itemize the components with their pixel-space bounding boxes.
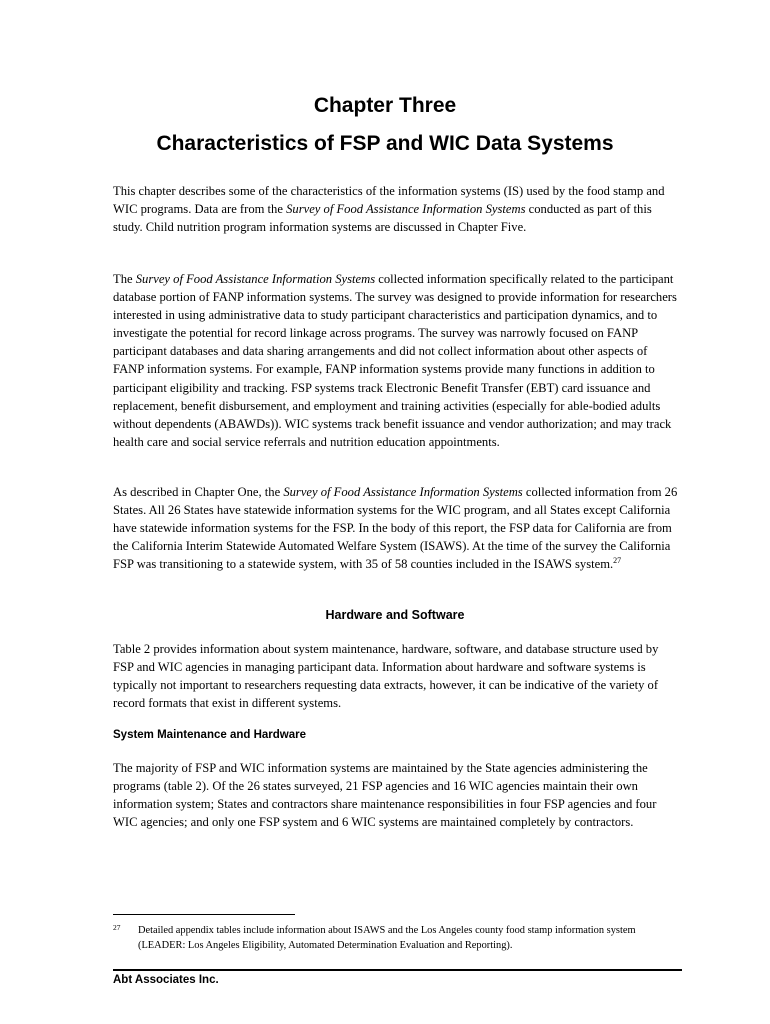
survey-title-italic: Survey of Food Assistance Information Systems — [135, 272, 376, 286]
intro-paragraph-1: This chapter describes some of the characteristics of the information systems (IS) used by the food stamp and WIC programs. Data are from the Survey of Food Assistance Information Systems conducted as part of this study. Child nutrition program information systems are discussed in Chapter Five. — [113, 184, 665, 235]
survey-title-italic: Survey of Food Assistance Information Systems — [283, 485, 523, 499]
chapter-title: Characteristics of FSP and WIC Data Systems — [156, 132, 614, 155]
footer-divider — [113, 969, 682, 971]
footnote-divider — [113, 914, 295, 915]
footnote — [113, 923, 673, 953]
footnote-ref[interactable]: 27 — [613, 556, 622, 566]
footnote-text: Detailed appendix tables include information about ISAWS and the Los Angeles county food stamp information system (LEADER: Los Angeles Eligibility, Automated Determination Evaluation and Reporting). — [138, 925, 636, 951]
footnote-number: 27 — [113, 923, 121, 932]
subsection-heading-maintenance: System Maintenance and Hardware — [113, 729, 307, 741]
chapter-number: Chapter Three — [313, 94, 457, 117]
intro-paragraph-3: As described in Chapter One, the Survey of Food Assistance Information Systems collected information from 26 States. All 26 States have statewide information systems for the WIC program, and all States except California have statewide information systems for the FSP. In the body of this report, the FSP data for California are from the California Interim Statewide Automated Welfare System (ISAWS). At the time of the survey the California FSP was transitioning to a statewide system, with 35 of 58 counties included in the ISAWS system.$^{27}$ — [113, 485, 678, 572]
intro-paragraph-2: The Survey of Food Assistance Information Systems collected information specifically related to the participant database portion of FANP information systems. The survey was designed to provide information for researchers interested in using administrative data to study participant characteristics and participation dynamics, and to investigate the potential for record linkage across programs. The survey was narrowly focused on FANP participant databases and data sharing arrangements and did not collect information about other aspects of FANP information systems. For example, FANP information systems provide many functions in addition to participant eligibility and tracking. FSP systems track Electronic Benefit Transfer (EBT) card issuance and replacement, benefit disbursement, and employment and training activities (especially for able-bodied adults without dependents (ABAWDs)). WIC systems track benefit issuance and vendor authorization; and may track health care and social service referrals and nutrition education appointments. — [113, 272, 677, 449]
hardware-paragraph: Table 2 provides information about system maintenance, hardware, software, and database structure used by FSP and WIC agencies in managing participant data. Information about hardware and software systems is typically not important to researchers requesting data extracts, however, it can be indicative of the variety of record formats that exist in different systems. — [113, 642, 659, 711]
section-heading-hardware: Hardware and Software — [325, 608, 465, 622]
maintenance-paragraph: The majority of FSP and WIC information systems are maintained by the State agencies administering the programs (table 2). Of the 26 states surveyed, 21 FSP agencies and 16 WIC agencies maintain their own information system; States and contractors share maintenance responsibilities in four FSP agencies and four WIC agencies; and only one FSP system and 6 WIC systems are maintained completely by contractors. — [113, 761, 657, 830]
footer-publisher: Abt Associates Inc. — [113, 974, 219, 986]
survey-title-italic: Survey of Food Assistance Information Systems — [286, 202, 526, 217]
